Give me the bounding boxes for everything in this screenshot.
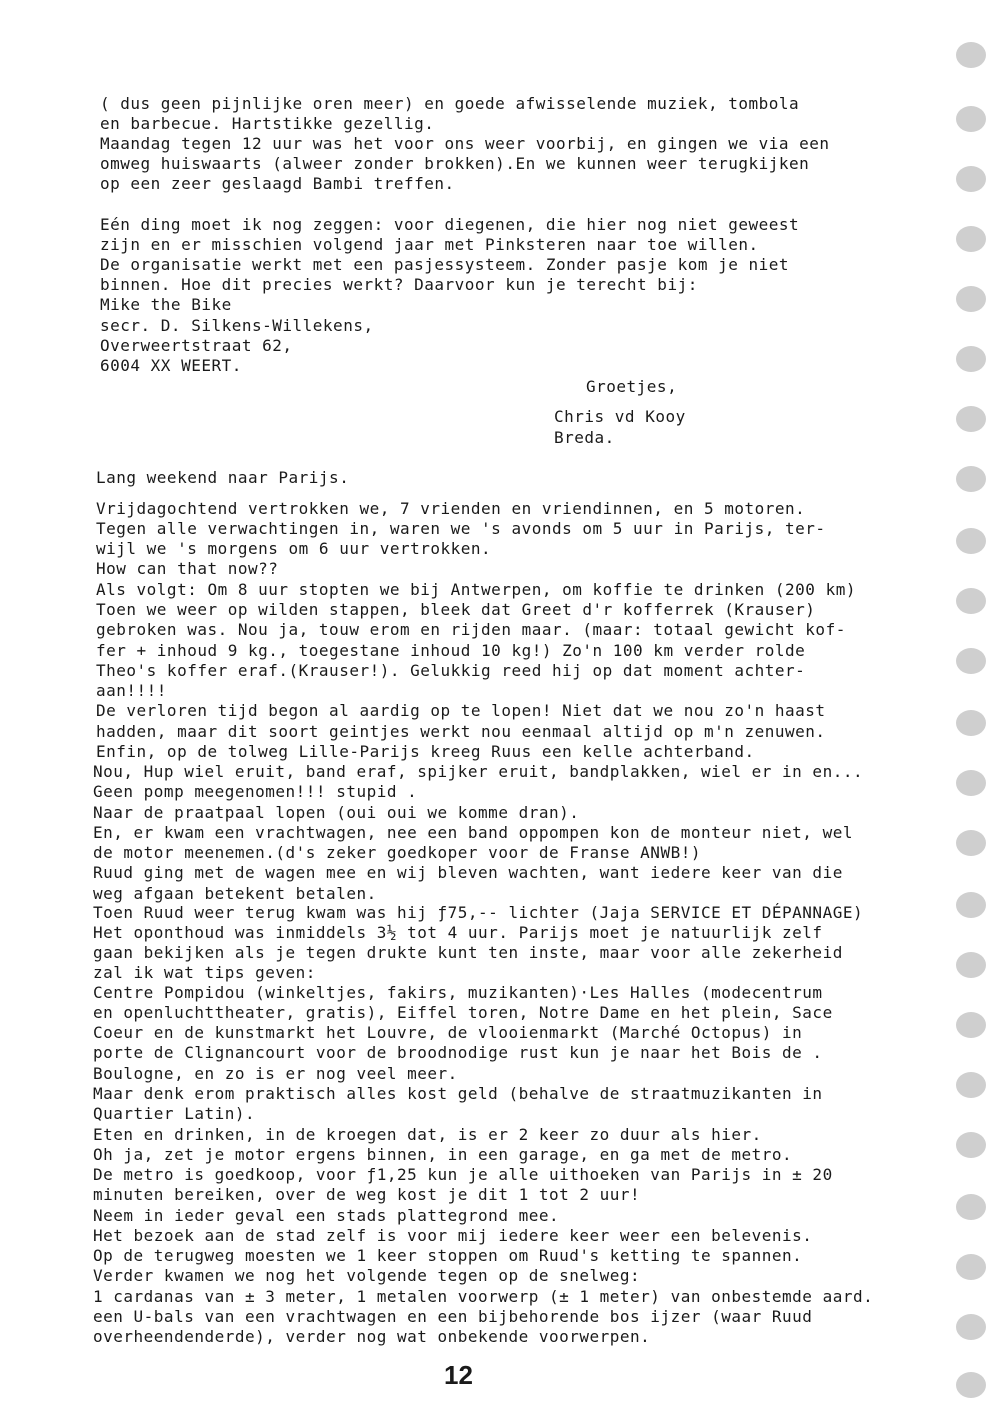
punch-hole xyxy=(956,1194,986,1220)
punch-hole xyxy=(956,528,986,554)
signature-name: Chris vd Kooy xyxy=(554,407,686,426)
text-line: Vrijdagochtend vertrokken we, 7 vrienden en vriendinnen, en 5 motoren. xyxy=(96,499,806,518)
text-line: Maar denk erom praktisch alles kost geld (behalve de straatmuzikanten in xyxy=(93,1084,823,1103)
text-line: Boulogne, en zo is er nog veel meer. xyxy=(93,1064,458,1083)
text-line: Quartier Latin). xyxy=(93,1104,256,1123)
text-line: binnen. Hoe dit precies werkt? Daarvoor kun je terecht bij: xyxy=(100,275,698,294)
punch-hole xyxy=(956,892,986,918)
text-line: Tegen alle verwachtingen in, waren we 's avonds om 5 uur in Parijs, ter- xyxy=(96,519,826,538)
punch-hole xyxy=(956,106,986,132)
text-line: Overweertstraat 62, xyxy=(100,336,293,355)
text-line: De verloren tijd begon al aardig op te lopen! Niet dat we nou zo'n haast xyxy=(96,701,826,720)
text-line: hadden, maar dit soort geintjes werkt nou eenmaal altijd op m'n zenuwen. xyxy=(96,722,826,741)
punch-hole xyxy=(956,346,986,372)
text-line: de motor meenemen.(d's zeker goedkoper voor de Franse ANWB!) xyxy=(93,843,701,862)
punch-hole xyxy=(956,226,986,252)
text-line: ( dus geen pijnlijke oren meer) en goede afwisselende muziek, tombola xyxy=(100,94,800,113)
text-line: op een zeer geslaagd Bambi treffen. xyxy=(100,174,455,193)
signature-city: Breda. xyxy=(554,428,615,447)
punch-hole xyxy=(956,1314,986,1340)
text-line: Oh ja, zet je motor ergens binnen, in een garage, en ga met de metro. xyxy=(93,1145,793,1164)
text-line: Theo's koffer eraf.(Krauser!). Gelukkig reed hij op dat moment achter- xyxy=(96,661,806,680)
text-line: overheendenderde), verder nog wat onbekende voorwerpen. xyxy=(93,1327,651,1346)
text-line: Het oponthoud was inmiddels 3½ tot 4 uur. Parijs moet je natuurlijk zelf xyxy=(93,923,823,942)
text-line: en openluchttheater, gratis), Eiffel toren, Notre Dame en het plein, Sace xyxy=(93,1003,833,1022)
text-line: Neem in ieder geval een stads plattegrond mee. xyxy=(93,1206,560,1225)
article-title: Lang weekend naar Parijs. xyxy=(96,468,350,487)
text-line: zal ik wat tips geven: xyxy=(93,963,316,982)
text-line: Als volgt: Om 8 uur stopten we bij Antwerpen, om koffie te drinken (200 km) xyxy=(96,580,856,599)
text-line: Enfin, op de tolweg Lille-Parijs kreeg Ruus een kelle achterband. xyxy=(96,742,755,761)
text-line: porte de Clignancourt voor de broodnodige rust kun je naar het Bois de . xyxy=(93,1043,823,1062)
text-line: Geen pomp meegenomen!!! stupid . xyxy=(93,782,418,801)
punch-hole xyxy=(956,830,986,856)
punch-hole xyxy=(956,710,986,736)
text-line: Nou, Hup wiel eruit, band eraf, spijker eruit, bandplakken, wiel er in en... xyxy=(93,762,864,781)
text-line: Ruud ging met de wagen mee en wij bleven wachten, want iedere keer van die xyxy=(93,863,843,882)
punch-hole xyxy=(956,406,986,432)
punch-hole xyxy=(956,1072,986,1098)
text-line: Het bezoek aan de stad zelf is voor mij iedere keer weer een belevenis. xyxy=(93,1226,813,1245)
text-line: De metro is goedkoop, voor ƒ1,25 kun je alle uithoeken van Parijs in ± 20 xyxy=(93,1165,833,1184)
text-line: Eten en drinken, in de kroegen dat, is er 2 keer zo duur als hier. xyxy=(93,1125,762,1144)
text-line: Toen Ruud weer terug kwam was hij ƒ75,-- lichter (Jaja SERVICE ET DÉPANNAGE) xyxy=(93,903,864,922)
punch-hole xyxy=(956,770,986,796)
text-line: Toen we weer op wilden stappen, bleek dat Greet d'r kofferrek (Krauser) xyxy=(96,600,816,619)
punch-hole xyxy=(956,1254,986,1280)
text-line: Maandag tegen 12 uur was het voor ons weer voorbij, en gingen we via een xyxy=(100,134,830,153)
punch-hole xyxy=(956,166,986,192)
punch-hole xyxy=(956,42,986,68)
text-line: 1 cardanas van ± 3 meter, 1 metalen voorwerp (± 1 meter) van onbestemde aard. xyxy=(93,1287,874,1306)
text-line: Verder kwamen we nog het volgende tegen op de snelweg: xyxy=(93,1266,641,1285)
text-line: omweg huiswaarts (alweer zonder brokken).En we kunnen weer terugkijken xyxy=(100,154,810,173)
text-line: Eén ding moet ik nog zeggen: voor diegenen, die hier nog niet geweest xyxy=(100,215,800,234)
text-line: minuten bereiken, over de weg kost je dit 1 tot 2 uur! xyxy=(93,1185,641,1204)
text-line: Op de terugweg moesten we 1 keer stoppen om Ruud's ketting te spannen. xyxy=(93,1246,803,1265)
text-line: Mike the Bike xyxy=(100,295,232,314)
text-line: weg afgaan betekent betalen. xyxy=(93,884,377,903)
text-line: secr. D. Silkens-Willekens, xyxy=(100,316,374,335)
text-line: wijl we 's morgens om 6 uur vertrokken. xyxy=(96,539,492,558)
punch-hole xyxy=(956,1372,986,1398)
punch-hole xyxy=(956,466,986,492)
punch-hole xyxy=(956,648,986,674)
text-line: Naar de praatpaal lopen (oui oui we komme dran). xyxy=(93,803,580,822)
text-line: fer + inhoud 9 kg., toegestane inhoud 10 kg!) Zo'n 100 km verder rolde xyxy=(96,641,806,660)
text-line: Coeur en de kunstmarkt het Louvre, de vlooienmarkt (Marché Octopus) in xyxy=(93,1023,803,1042)
punch-hole xyxy=(956,952,986,978)
text-line: De organisatie werkt met een pasjessysteem. Zonder pasje kom je niet xyxy=(100,255,790,274)
text-line: How can that now?? xyxy=(96,559,279,578)
punch-hole xyxy=(956,286,986,312)
text-line: gaan bekijken als je tegen drukte kunt ten inste, maar voor alle zekerheid xyxy=(93,943,843,962)
text-line: gebroken was. Nou ja, touw erom en rijden maar. (maar: totaal gewicht kof- xyxy=(96,620,846,639)
text-line: en barbecue. Hartstikke gezellig. xyxy=(100,114,435,133)
page-number: 12 xyxy=(444,1360,473,1390)
punch-hole xyxy=(956,1012,986,1038)
punch-hole xyxy=(956,588,986,614)
signature-greeting: Groetjes, xyxy=(586,377,678,396)
text-line: Centre Pompidou (winkeltjes, fakirs, muzikanten)·Les Halles (modecentrum xyxy=(93,983,823,1002)
text-line: aan!!!! xyxy=(96,681,167,700)
text-line: 6004 XX WEERT. xyxy=(100,356,242,375)
text-line: een U-bals van een vrachtwagen en een bijbehorende bos ijzer (waar Ruud xyxy=(93,1307,813,1326)
text-line: zijn en er misschien volgend jaar met Pinksteren naar toe willen. xyxy=(100,235,759,254)
text-line: En, er kwam een vrachtwagen, nee een band oppompen kon de monteur niet, wel xyxy=(93,823,853,842)
punch-hole xyxy=(956,1132,986,1158)
